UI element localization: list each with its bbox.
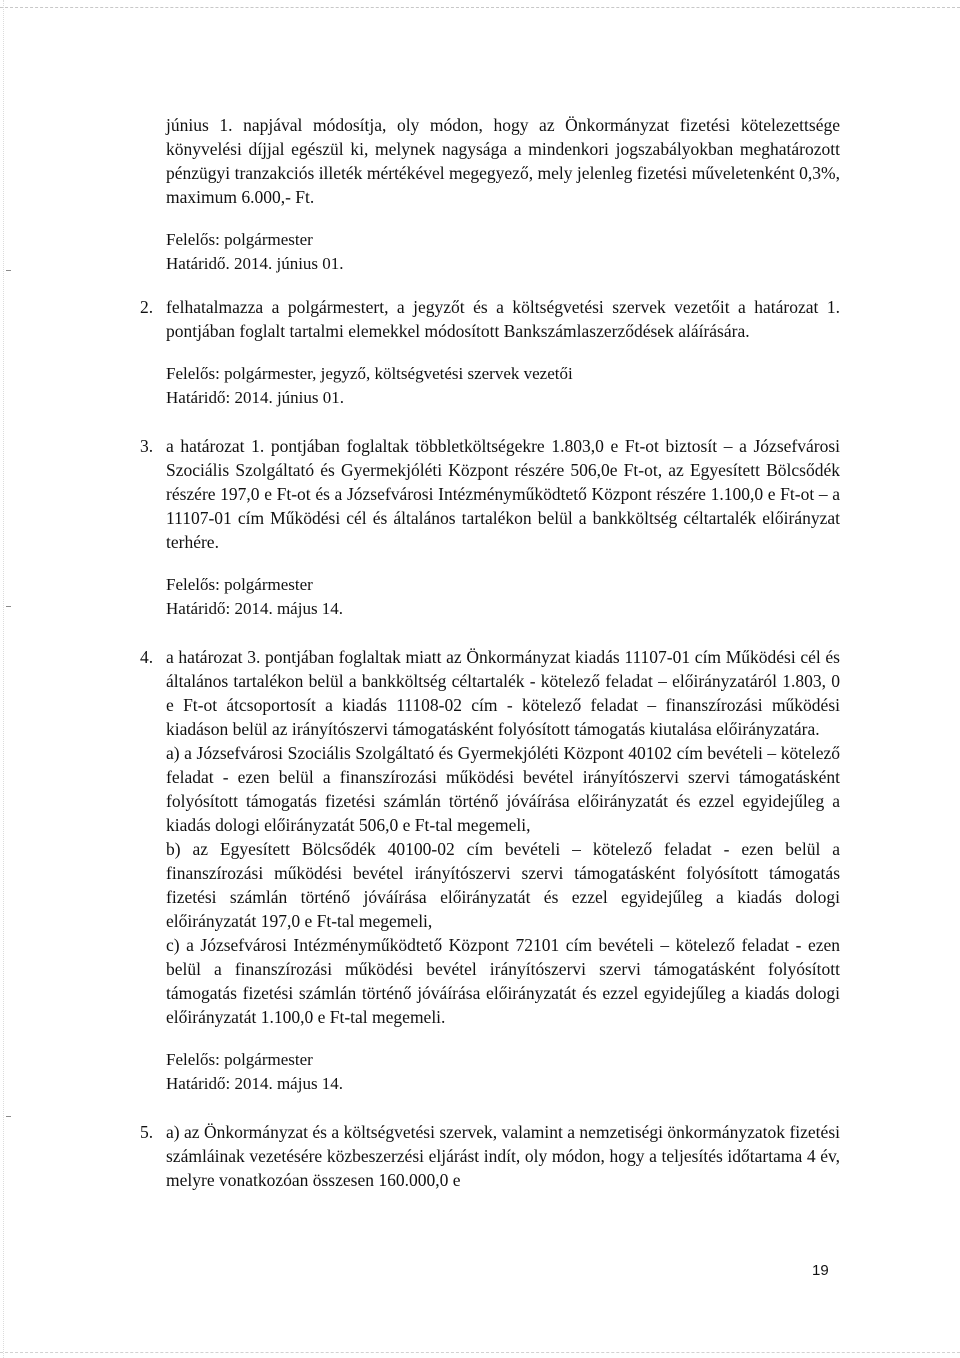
binding-mark bbox=[6, 270, 11, 271]
binding-mark bbox=[6, 606, 11, 607]
list-item-3 bbox=[140, 434, 840, 554]
item-number: 4. bbox=[140, 647, 154, 667]
page-number: 19 bbox=[812, 1262, 829, 1279]
list-item-2 bbox=[140, 295, 840, 343]
item-3-deadline: Határidő: 2014. május 14. bbox=[166, 599, 344, 618]
item-number: 2. bbox=[140, 297, 154, 317]
intro-deadline: Határidő. 2014. június 01. bbox=[166, 254, 344, 273]
scan-edge-top bbox=[0, 7, 960, 8]
item-4-responsible: Felelős: polgármester bbox=[166, 1050, 313, 1069]
scan-edge-left bbox=[3, 0, 4, 1358]
document-body bbox=[140, 113, 840, 1192]
list-item-5 bbox=[140, 1120, 840, 1192]
item-number: 3. bbox=[140, 436, 154, 456]
intro-paragraph: június 1. napjával módosítja, oly módon, hogy az Önkormányzat fizetési kötelezettsége könyvelési díjjal egészül ki, melynek nagysága a mindenkori jogszabályokban meghatározott pénzügyi tranzakciós illeték mértékével megegyező, mely jelenleg fizetési műveletenként 0,3%, maximum 6.000,- Ft. bbox=[166, 115, 840, 207]
scan-edge-bottom bbox=[0, 1352, 960, 1353]
item-3-responsible: Felelős: polgármester bbox=[166, 575, 313, 594]
item-text: a) az Önkormányzat és a költségvetési szervek, valamint a nemzetiségi önkormányzatok fizetési számláinak vezetésére közbeszerzési eljárást indít, oly módon, hogy a teljesítés időtartama 4 év, melyre vonatkozóan összesen 160.000,0 e bbox=[166, 1122, 840, 1190]
item-4-deadline: Határidő: 2014. május 14. bbox=[166, 1074, 344, 1093]
item-text: felhatalmazza a polgármestert, a jegyzőt és a költségvetési szervek vezetőit a határozat 1. pontjában foglalt tartalmi elemekkel módosított Bankszámlaszerződések aláírására. bbox=[166, 297, 840, 341]
list-item-4 bbox=[140, 645, 840, 1029]
item-number: 5. bbox=[140, 1122, 154, 1142]
item-2-responsible: Felelős: polgármester, jegyző, költségvetési szervek vezetői bbox=[166, 364, 573, 383]
subitem-c: c) a Józsefvárosi Intézményműködtető Központ 72101 cím bevételi – kötelező feladat - ezen belül a finanszírozási működési bevétel irányítószervi szervi támogatásként folyósított támogatás fizetési számlán történő jóváírása előirányzatát és ezzel egyidejűleg a kiadás dologi előirányzatát 1.100,0 e Ft-tal megemeli. bbox=[166, 935, 840, 1027]
item-text: a határozat 1. pontjában foglaltak többletköltségekre 1.803,0 e Ft-ot biztosít – a Józsefvárosi Szociális Szolgáltató és Gyermekjóléti Központ részére 506,0e Ft-ot, az Egyesített Bölcsődék részére 197,0 e Ft-ot és a Józsefvárosi Intézményműködtető Központ részére 1.100,0 e Ft-ot – a 11107-01 cím Működési cél és általános tartalékon belül a bankköltség céltartalék előirányzat terhére. bbox=[166, 436, 840, 552]
item-text: a határozat 3. pontjában foglaltak miatt az Önkormányzat kiadás 11107-01 cím Működési cél és általános tartalékon belül a bankköltség céltartalék - kötelező feladat – előirányzatáról 1.803, 0 e Ft-ot átcsoportosít a kiadás 11108-02 cím - kötelező feladat – finanszírozási működési kiadáson belül az irányítószervi támogatásként folyósított támogatás kiutalása előirányzatára. bbox=[166, 647, 840, 739]
intro-responsible: Felelős: polgármester bbox=[166, 230, 313, 249]
item-2-deadline: Határidő: 2014. június 01. bbox=[166, 388, 345, 407]
subitem-a: a) a Józsefvárosi Szociális Szolgáltató és Gyermekjóléti Központ 40102 cím bevételi – kötelező feladat - ezen belül a finanszírozási működési bevétel irányítószervi szervi támogatásként folyósított támogatás fizetési számlán történő jóváírása előirányzatát és ezzel egyidejűleg a kiadás dologi előirányzatát 506,0 e Ft-tal megemeli, bbox=[166, 743, 840, 835]
binding-mark bbox=[6, 1116, 11, 1117]
subitem-b: b) az Egyesített Bölcsődék 40100-02 cím bevételi – kötelező feladat - ezen belül a finanszírozási működési bevétel irányítószervi szervi támogatásként folyósított támogatás fizetési számlán történő jóváírása előirányzatát és ezzel egyidejűleg a kiadás dologi előirányzatát 197,0 e Ft-tal megemeli, bbox=[166, 839, 840, 931]
